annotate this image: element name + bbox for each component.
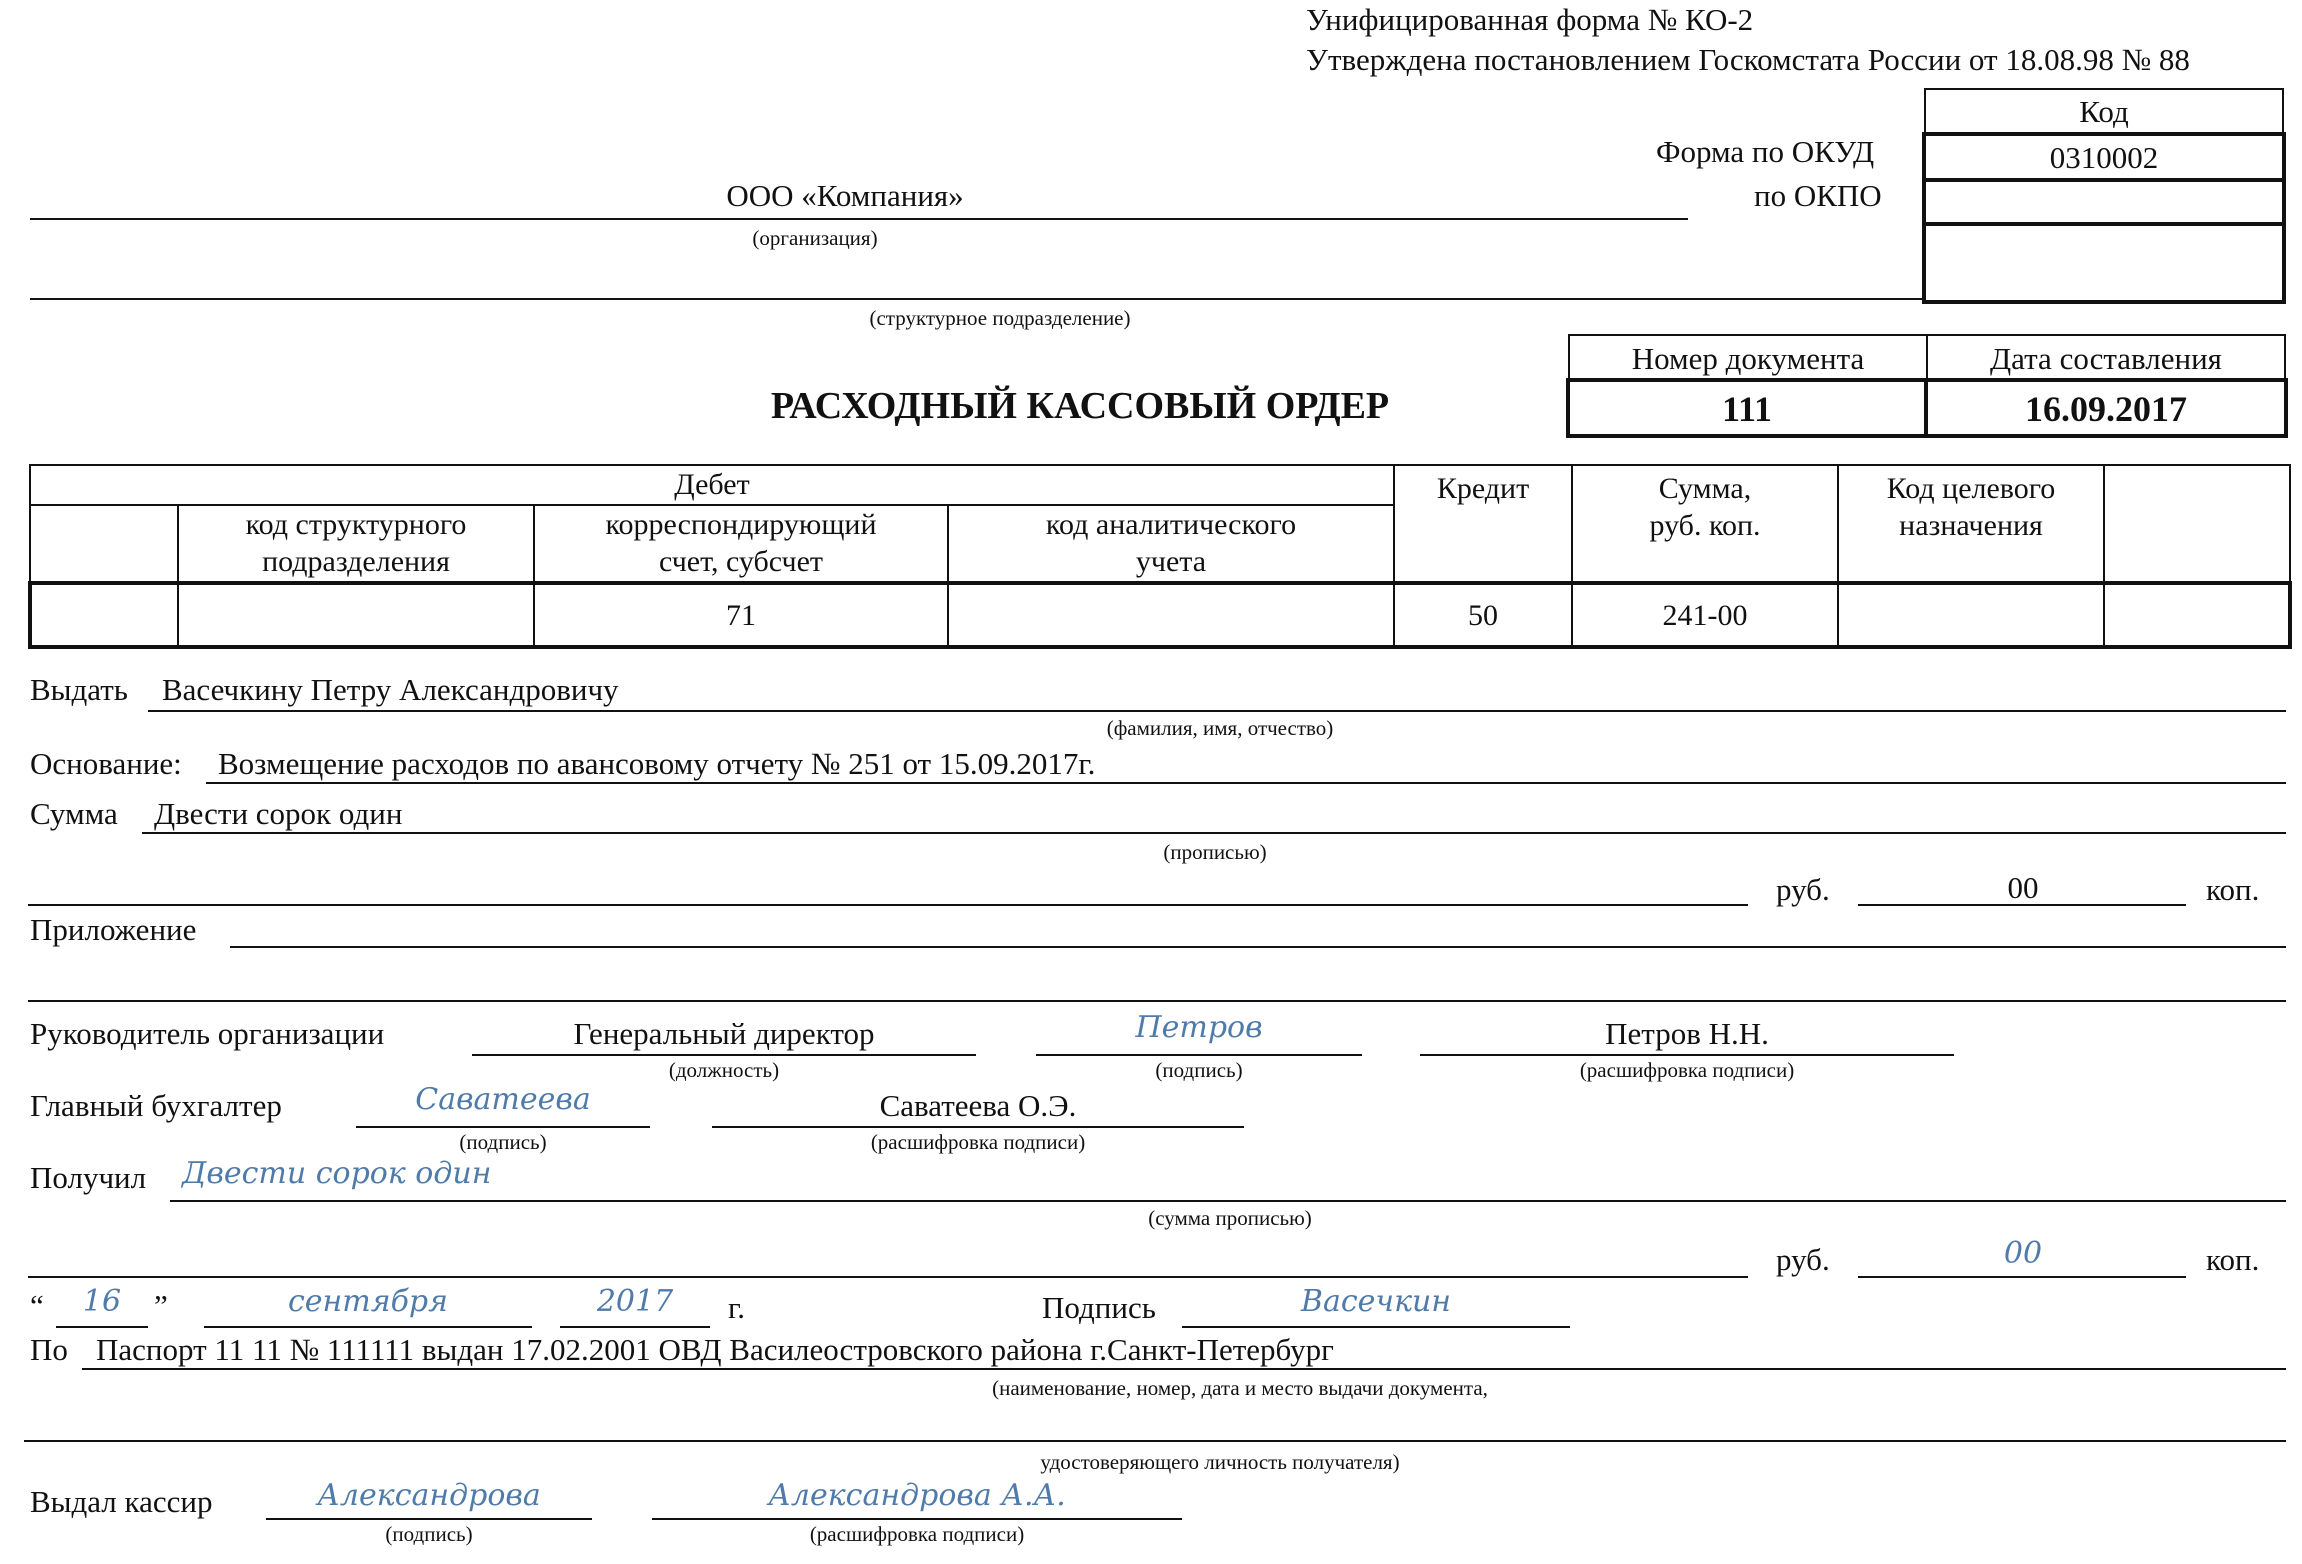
organization-name: ООО «Компания» — [726, 178, 964, 213]
signature-label: Подпись — [1042, 1290, 1156, 1325]
struct-header-line1: код структурного — [245, 508, 467, 541]
purpose-header-line1: Код целевого — [1886, 472, 2056, 505]
accountant-decode-caption: (расшифровка подписи) — [870, 1130, 1086, 1154]
division-caption: (структурное подразделение) — [869, 306, 1131, 330]
corr-header-line2: счет, субсчет — [659, 545, 823, 578]
month-value: сентября — [287, 1284, 448, 1319]
form-name: Унифицированная форма № КО-2 — [1306, 2, 1754, 37]
head-signature: Петров — [1135, 1010, 1263, 1045]
sum-header — [1572, 465, 1838, 583]
document-date: 16.09.2017 — [2025, 389, 2187, 429]
basis-label: Основание: — [30, 746, 182, 781]
sum-header-line1: Сумма, — [1658, 472, 1752, 505]
accountant-label: Главный бухгалтер — [30, 1088, 282, 1123]
sum-header-line2: руб. коп. — [1649, 509, 1761, 542]
accounting-table — [28, 464, 2292, 649]
quote-close: ” — [154, 1288, 168, 1323]
rub-label: руб. — [1776, 872, 1830, 907]
basis-value: Возмещение расходов по авансовому отчету № 251 от 15.09.2017г. — [218, 746, 1096, 781]
organization-caption: (организация) — [752, 226, 878, 250]
issue-caption: (фамилия, имя, отчество) — [1106, 716, 1334, 740]
anal-header-line2: учета — [1135, 545, 1207, 578]
received-value: Двести сорок один — [182, 1156, 492, 1191]
document-title: РАСХОДНЫЙ КАССОВЫЙ ОРДЕР — [770, 385, 1390, 427]
position-caption: (должность) — [668, 1058, 780, 1082]
cashier-signature: Александрова — [317, 1478, 541, 1513]
accountant-signature: Саватеева — [415, 1082, 591, 1117]
row-anal — [948, 583, 1394, 647]
purpose-header-line2: назначения — [1899, 509, 2043, 542]
table-row — [30, 583, 2290, 647]
document-caption: (наименование, номер, дата и место выдачи документа, — [992, 1376, 1488, 1400]
accountant-name: Саватеева О.Э. — [879, 1088, 1077, 1123]
received-kop-label: коп. — [2206, 1242, 2260, 1277]
row-struct — [178, 583, 534, 647]
debet-header: Дебет — [30, 465, 1394, 505]
docnum-header — [1568, 334, 2286, 380]
kop-value: 00 — [2007, 870, 2039, 905]
attachment-label: Приложение — [30, 912, 197, 947]
corr-header — [534, 505, 948, 583]
approval-note: Утверждена постановлением Госкомстата России от 18.08.98 № 88 — [1306, 42, 2190, 77]
head-label: Руководитель организации — [30, 1016, 385, 1051]
row-extra — [2104, 583, 2290, 647]
by-label: По — [30, 1332, 68, 1367]
cashier-sign-caption: (подпись) — [385, 1522, 473, 1546]
number-label: Номер документа — [1631, 341, 1865, 376]
purpose-header — [1838, 465, 2104, 583]
issue-value: Васечкину Петру Александровичу — [162, 672, 619, 707]
day-value: 16 — [82, 1284, 122, 1319]
accountant-sign-caption: (подпись) — [459, 1130, 547, 1154]
anal-header-line1: код аналитического — [1045, 508, 1297, 541]
document-caption-2: удостоверяющего личность получателя) — [1040, 1450, 1400, 1474]
struct-header-line2: подразделения — [262, 545, 450, 578]
sum-label: Сумма — [30, 796, 118, 831]
row-sum: 241-00 — [1572, 583, 1838, 647]
year-suffix: г. — [728, 1290, 745, 1325]
empty-header — [2104, 465, 2290, 583]
blank-subheader — [30, 505, 178, 583]
received-kop: 00 — [2003, 1236, 2043, 1271]
head-name: Петров Н.Н. — [1605, 1016, 1769, 1051]
credit-header: Кредит — [1394, 465, 1572, 583]
cashier-decode-caption: (расшифровка подписи) — [809, 1522, 1025, 1546]
row-blank — [30, 583, 178, 647]
anal-header — [948, 505, 1394, 583]
sum-value: Двести сорок один — [154, 796, 403, 831]
sum-caption: (прописью) — [1163, 840, 1267, 864]
received-rub-label: руб. — [1776, 1242, 1830, 1277]
year-value: 2017 — [596, 1284, 674, 1319]
row-purpose — [1838, 583, 2104, 647]
document-value: Паспорт 11 11 № 111111 выдан 17.02.2001 ОВД Василеостровского района г.Санкт-Петербург — [96, 1332, 1334, 1367]
row-corr: 71 — [534, 583, 948, 647]
code-values-box — [1922, 132, 2286, 304]
struct-header — [178, 505, 534, 583]
corr-header-line1: корреспондирующий — [605, 508, 877, 541]
row-credit: 50 — [1394, 583, 1572, 647]
date-label: Дата составления — [1990, 341, 2222, 376]
recipient-signature: Васечкин — [1300, 1284, 1452, 1319]
docnum-values — [1566, 378, 2288, 438]
quote-open: “ — [30, 1288, 44, 1323]
cashier-label: Выдал кассир — [30, 1484, 213, 1519]
code-header-cell — [1924, 88, 2284, 134]
kop-label: коп. — [2206, 872, 2260, 907]
okud-label: Форма по ОКУД — [1656, 134, 1875, 169]
received-label: Получил — [30, 1160, 147, 1195]
head-sign-caption: (подпись) — [1155, 1058, 1243, 1082]
head-position: Генеральный директор — [573, 1016, 875, 1051]
code-label: Код — [2079, 94, 2129, 129]
okpo-label: по ОКПО — [1754, 178, 1882, 213]
head-decode-caption: (расшифровка подписи) — [1579, 1058, 1795, 1082]
cashier-name: Александрова А.А. — [768, 1478, 1066, 1513]
document-number: 111 — [1721, 389, 1773, 429]
issue-label: Выдать — [30, 672, 128, 707]
okud-code: 0310002 — [2049, 140, 2159, 175]
received-caption: (сумма прописью) — [1148, 1206, 1312, 1230]
